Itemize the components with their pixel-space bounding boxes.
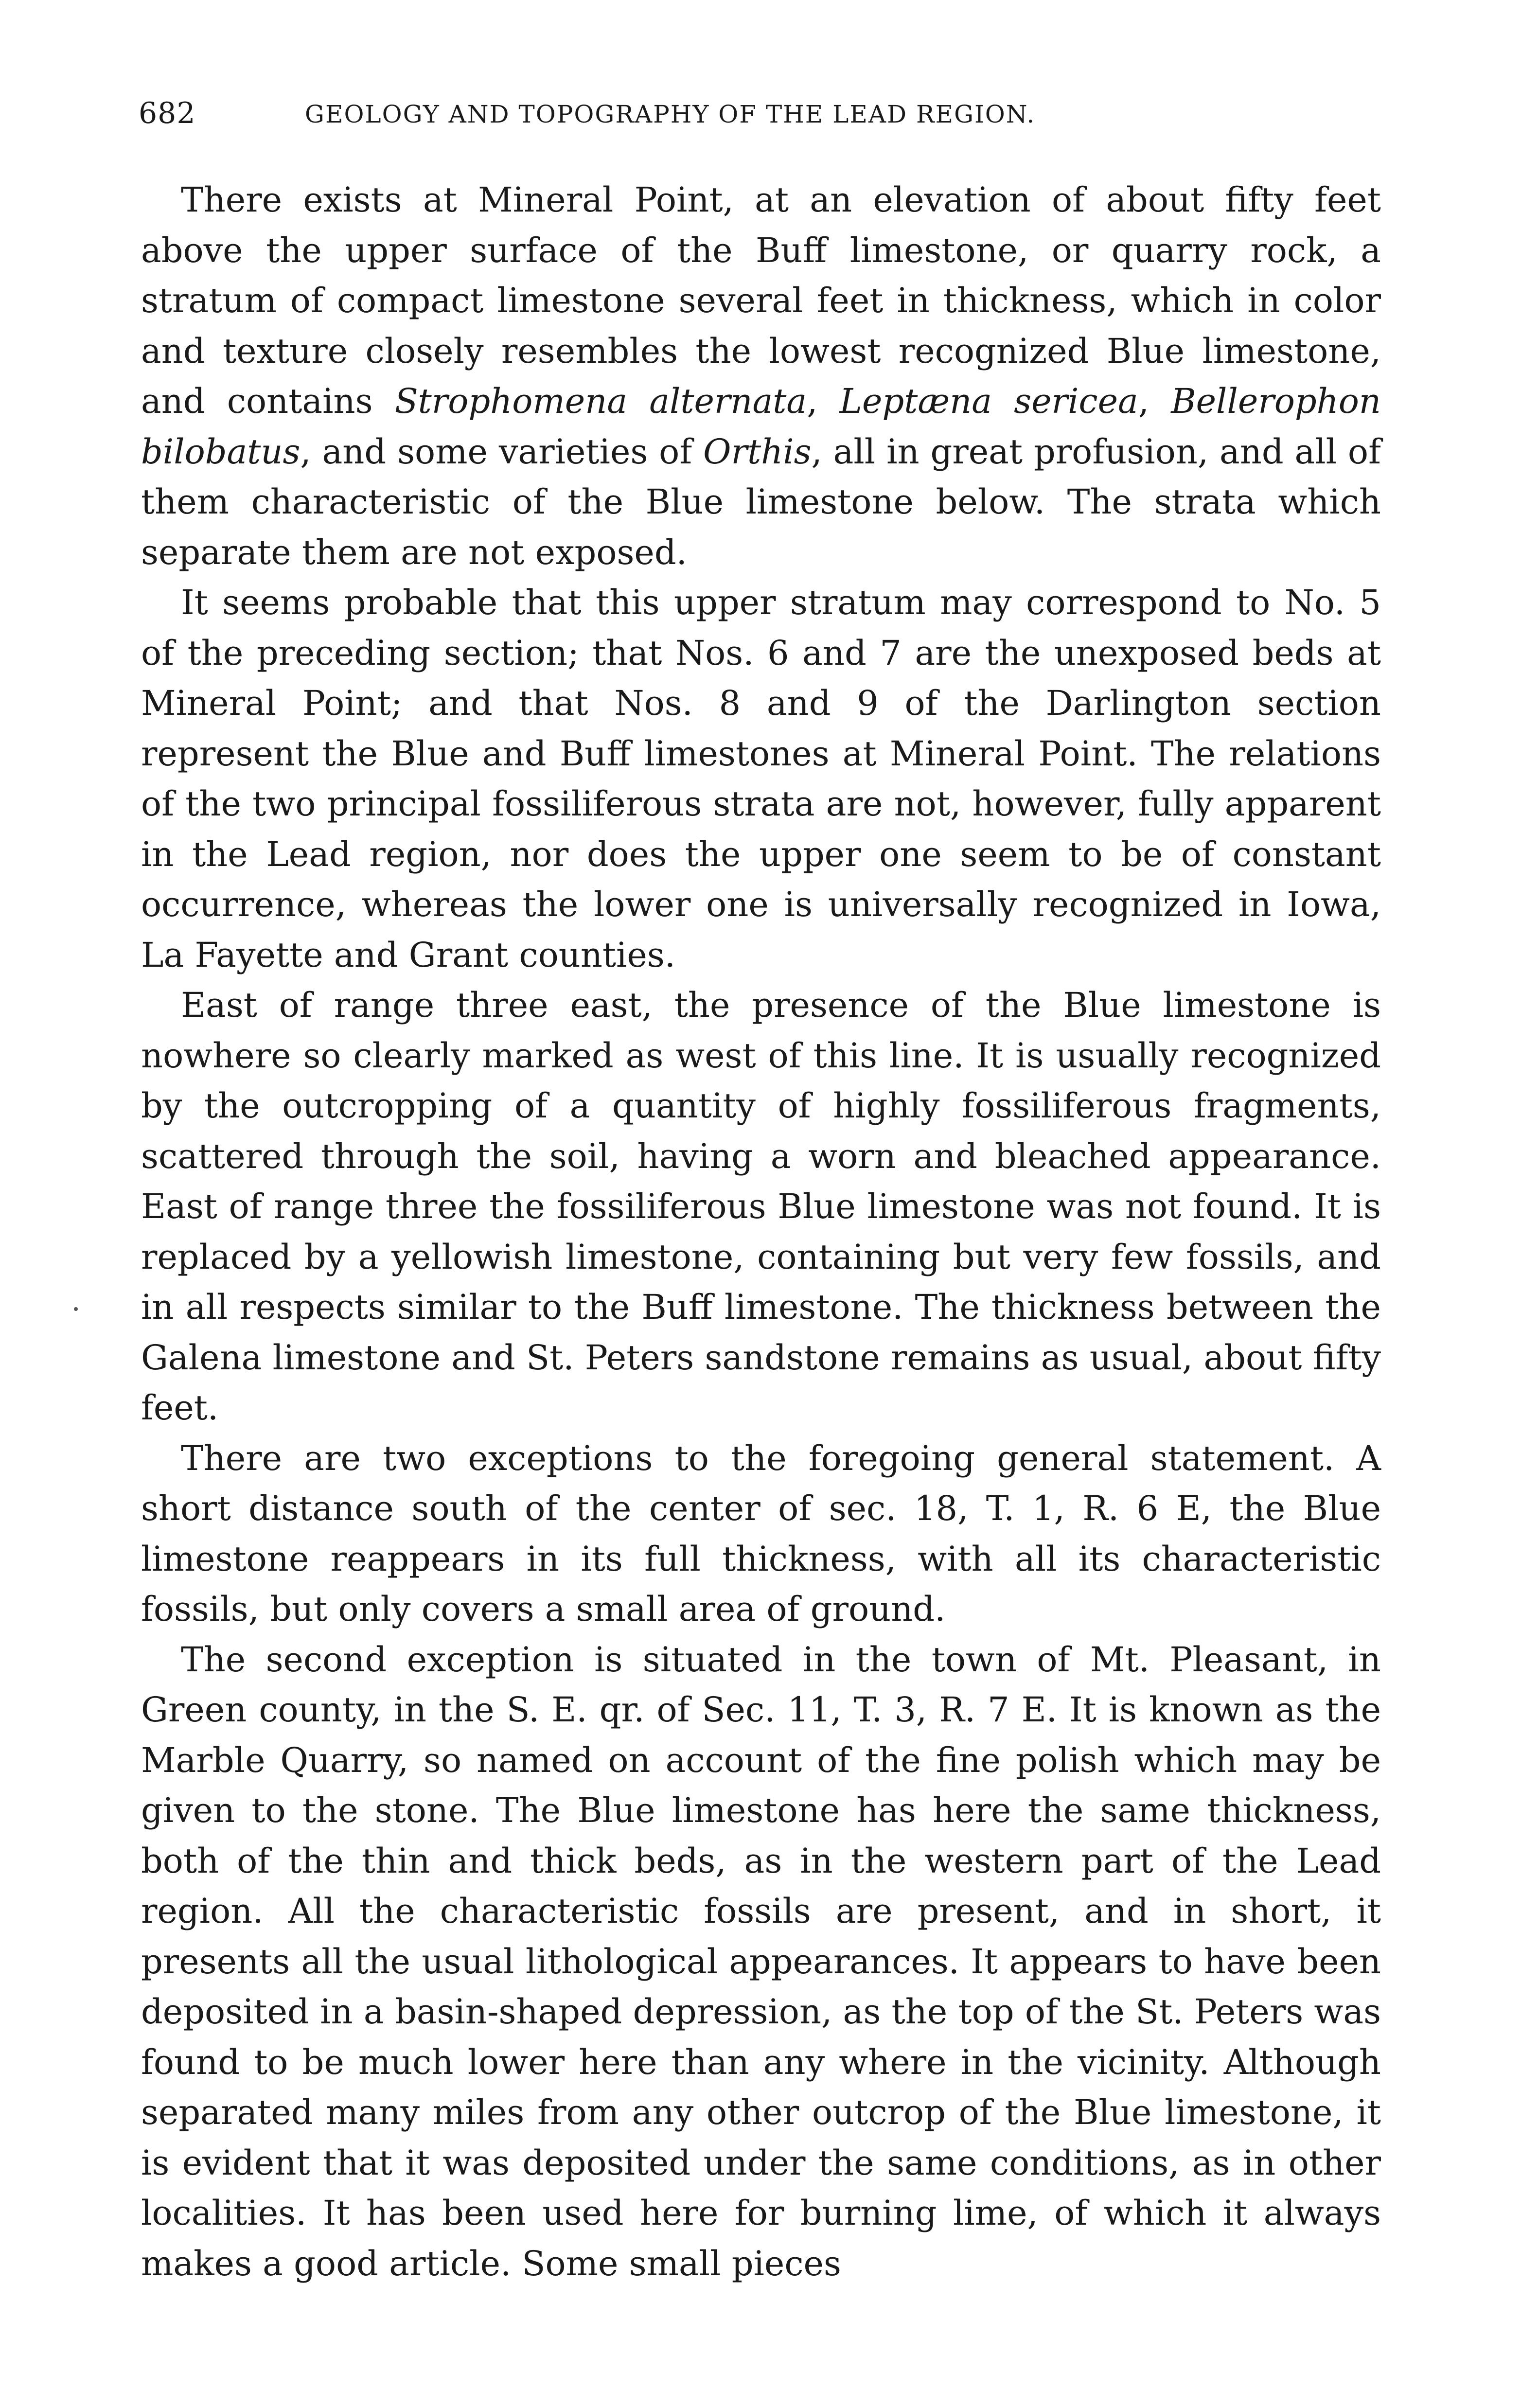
margin-dot-mark (74, 1307, 78, 1311)
paragraph-4: There are two exceptions to the foregoing general statement. A short distance south of the center of sec. 18, T. 1, R. 6 E, the Blue limestone reappears in its full thickness, with all its characteristic fossils, but only covers a small area of ground. (141, 1438, 1381, 1629)
paragraph-1-text-e: , all in great profusion, and all of them characteristic of the Blue limestone below. The strata which separate them are not exposed. (141, 431, 1381, 572)
running-header (139, 96, 1383, 135)
genus-orthis: Orthis (703, 431, 812, 472)
species-leptaena: Leptæna sericea (839, 381, 1138, 421)
paragraph-2: It seems probable that this upper stratum may correspond to No. 5 of the preceding section; that Nos. 6 and 7 are the unexposed beds at Mineral Point; and that Nos. 8 and 9 of the Darlington section represent the Blue and Buff limestones at Mineral Point. The relations of the two principal fossiliferous strata are not, however, fully apparent in the Lead region, nor does the upper one seem to be of constant occurrence, whereas the lower one is universally recognized in Iowa, La Fayette and Grant counties. (141, 583, 1381, 975)
paragraph-1-text-d: , and some varieties of (300, 431, 704, 472)
page-number: 682 (139, 96, 196, 130)
paragraph-1-text-c: , (1138, 381, 1171, 421)
running-title: GEOLOGY AND TOPOGRAPHY OF THE LEAD REGION. (305, 100, 1036, 128)
paragraph-3: East of range three east, the presence of the Blue limestone is nowhere so clearly marked as west of this line. It is usually recognized by the outcropping of a quantity of highly fossiliferous fragments, scattered through the soil, having a worn and bleached appearance. East of range three the fossiliferous Blue limestone was not found. It is replaced by a yellowish limestone, containing but very few fossils, and in all respects similar to the Buff limestone. The thickness between the Galena limestone and St. Peters sandstone remains as usual, about fifty feet. (141, 985, 1381, 1428)
paragraph-1-text-a: There exists at Mineral Point, at an elevation of about fifty feet above the upper surface of the Buff limestone, or quarry rock, a stratum of compact limestone several feet in thickness, which in color and texture closely resembles the lowest recognized Blue limestone, and contains (141, 180, 1381, 421)
paragraph-1 (141, 175, 1381, 578)
paragraph-5: The second exception is situated in the town of Mt. Pleasant, in Green county, in the S. E. qr. of Sec. 11, T. 3, R. 7 E. It is known as the Marble Quarry, so named on account of the fine polish which may be given to the stone. The Blue limestone has here the same thickness, both of the thin and thick beds, as in the western part of the Lead region. All the characteristic fossils are present, and in short, it presents all the usual lithological appearances. It appears to have been deposited in a basin-shaped depression, as the top of the St. Peters was found to be much lower here than any where in the vicinity. Although separated many miles from any other outcrop of the Blue limestone, it is evident that it was deposited under the same conditions, as in other localities. It has been used here for burning lime, of which it always makes a good article. Some small pieces (141, 1639, 1381, 2284)
species-strophomena: Strophomena alternata (394, 381, 807, 421)
body-text (141, 175, 1381, 2289)
paragraph-1-text-b: , (807, 381, 840, 421)
species-bellerophon: Bellerophon bilobatus (141, 381, 1381, 472)
